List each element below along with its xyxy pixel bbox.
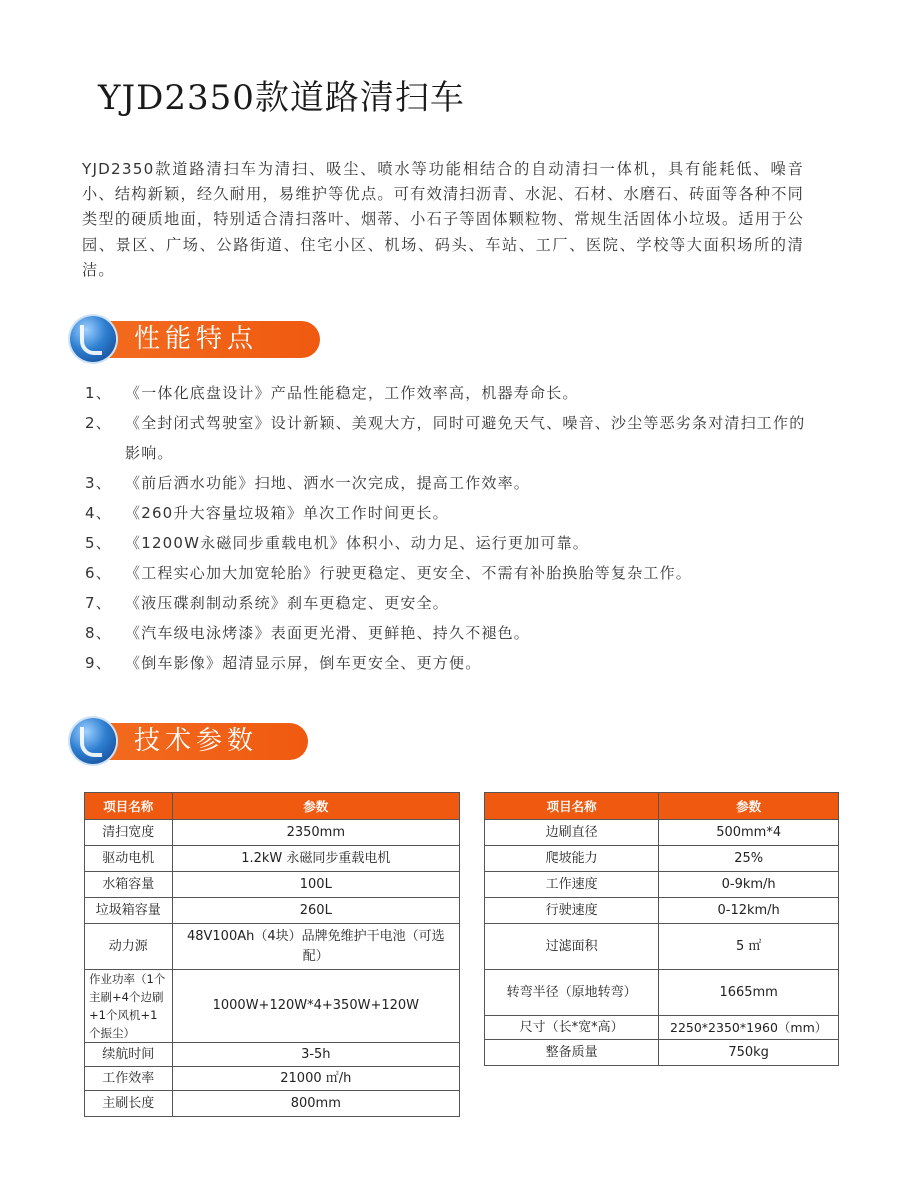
table-header-row <box>485 793 839 820</box>
spec-label: 主刷长度 <box>85 1091 173 1117</box>
spec-label: 整备质量 <box>485 1040 659 1066</box>
spec-label: 驱动电机 <box>85 846 173 872</box>
page-title: YJD2350款道路清扫车 <box>98 78 465 118</box>
spec-label: 行驶速度 <box>485 898 659 924</box>
spec-value: 800mm <box>172 1091 459 1117</box>
column-header: 项目名称 <box>85 793 173 820</box>
table-row <box>85 1091 460 1117</box>
spec-value: 2350mm <box>172 820 459 846</box>
spec-value: 21000 ㎡/h <box>172 1067 459 1091</box>
table-row <box>85 970 460 1043</box>
spec-value: 3-5h <box>172 1043 459 1067</box>
globe-badge-icon <box>70 718 116 764</box>
section-bar <box>108 723 308 760</box>
spec-label: 转弯半径（原地转弯） <box>485 970 659 1016</box>
globe-badge-icon <box>70 316 116 362</box>
spec-value: 500mm*4 <box>659 820 839 846</box>
table-row <box>485 872 839 898</box>
table-row <box>485 846 839 872</box>
table-row <box>485 820 839 846</box>
feature-item: 2、 《全封闭式驾驶室》设计新颖、美观大方，同时可避免天气、噪音、沙尘等恶劣条对清扫工作的影响。 <box>85 414 806 462</box>
spec-value: 0-12km/h <box>659 898 839 924</box>
spec-value: 5 ㎡ <box>659 924 839 970</box>
table-row <box>485 924 839 970</box>
spec-value: 1000W+120W*4+350W+120W <box>172 970 459 1043</box>
spec-label: 过滤面积 <box>485 924 659 970</box>
spec-label: 清扫宽度 <box>85 820 173 846</box>
column-header: 项目名称 <box>485 793 659 820</box>
column-header: 参数 <box>172 793 459 820</box>
spec-value: 750kg <box>659 1040 839 1066</box>
feature-list <box>85 378 825 678</box>
spec-value: 1.2kW 永磁同步重载电机 <box>172 846 459 872</box>
section-header-specs <box>70 718 320 764</box>
spec-value: 48V100Ah（4块）品牌免维护干电池（可选配） <box>172 924 459 970</box>
section-title-features: 性能特点 <box>134 324 259 354</box>
spec-value: 2250*2350*1960（mm） <box>659 1016 839 1040</box>
spec-label: 作业功率（1个主刷+4个边刷+1个风机+1个振尘） <box>85 970 173 1043</box>
table-row <box>85 846 460 872</box>
feature-item: 7、 《液压碟刹制动系统》刹车更稳定、更安全。 <box>85 594 450 612</box>
intro-paragraph: YJD2350款道路清扫车为清扫、吸尘、喷水等功能相结合的自动清扫一体机，具有能耗低、噪音小、结构新颖，经久耐用，易维护等优点。可有效清扫沥青、水泥、石材、水磨石、砖面等各种不同类型的硬质地面，特别适合清扫落叶、烟蒂、小石子等固体颗粒物、常规生活固体小垃圾。适用于公园、景区、广场、公路街道、住宅小区、机场、码头、车站、工厂、医院、学校等大面积场所的清洁。 <box>82 160 804 279</box>
section-title-specs: 技术参数 <box>134 726 259 756</box>
spec-table-left <box>84 792 460 1117</box>
spec-value: 260L <box>172 898 459 924</box>
spec-label: 边刷直径 <box>485 820 659 846</box>
table-row <box>85 872 460 898</box>
spec-value: 1665mm <box>659 970 839 1016</box>
feature-item: 5、 《1200W永磁同步重载电机》体积小、动力足、运行更加可靠。 <box>85 534 590 552</box>
spec-label: 垃圾箱容量 <box>85 898 173 924</box>
spec-label: 水箱容量 <box>85 872 173 898</box>
spec-table-right <box>484 792 839 1066</box>
table-row <box>85 924 460 970</box>
spec-label: 工作速度 <box>485 872 659 898</box>
spec-label: 续航时间 <box>85 1043 173 1067</box>
feature-item: 9、 《倒车影像》超清显示屏，倒车更安全、更方便。 <box>85 654 482 672</box>
spec-label: 工作效率 <box>85 1067 173 1091</box>
spec-value: 0-9km/h <box>659 872 839 898</box>
table-row <box>485 898 839 924</box>
table-row <box>485 970 839 1016</box>
feature-item: 3、 《前后洒水功能》扫地、洒水一次完成，提高工作效率。 <box>85 474 531 492</box>
spec-label: 动力源 <box>85 924 173 970</box>
spec-label: 爬坡能力 <box>485 846 659 872</box>
feature-item: 8、 《汽车级电泳烤漆》表面更光滑、更鲜艳、持久不褪色。 <box>85 624 531 642</box>
table-row <box>85 898 460 924</box>
table-header-row <box>85 793 460 820</box>
spec-value: 100L <box>172 872 459 898</box>
section-bar <box>108 321 320 358</box>
table-row <box>485 1016 839 1040</box>
spec-value: 25% <box>659 846 839 872</box>
table-row <box>485 1040 839 1066</box>
section-header-features <box>70 316 320 362</box>
spec-label: 尺寸（长*宽*高） <box>485 1016 659 1040</box>
feature-item: 4、 《260升大容量垃圾箱》单次工作时间更长。 <box>85 504 449 522</box>
feature-item: 1、 《一体化底盘设计》产品性能稳定，工作效率高，机器寿命长。 <box>85 384 579 402</box>
table-row <box>85 820 460 846</box>
table-row <box>85 1067 460 1091</box>
feature-item: 6、 《工程实心加大加宽轮胎》行驶更稳定、更安全、不需有补胎换胎等复杂工作。 <box>85 564 693 582</box>
table-row <box>85 1043 460 1067</box>
column-header: 参数 <box>659 793 839 820</box>
